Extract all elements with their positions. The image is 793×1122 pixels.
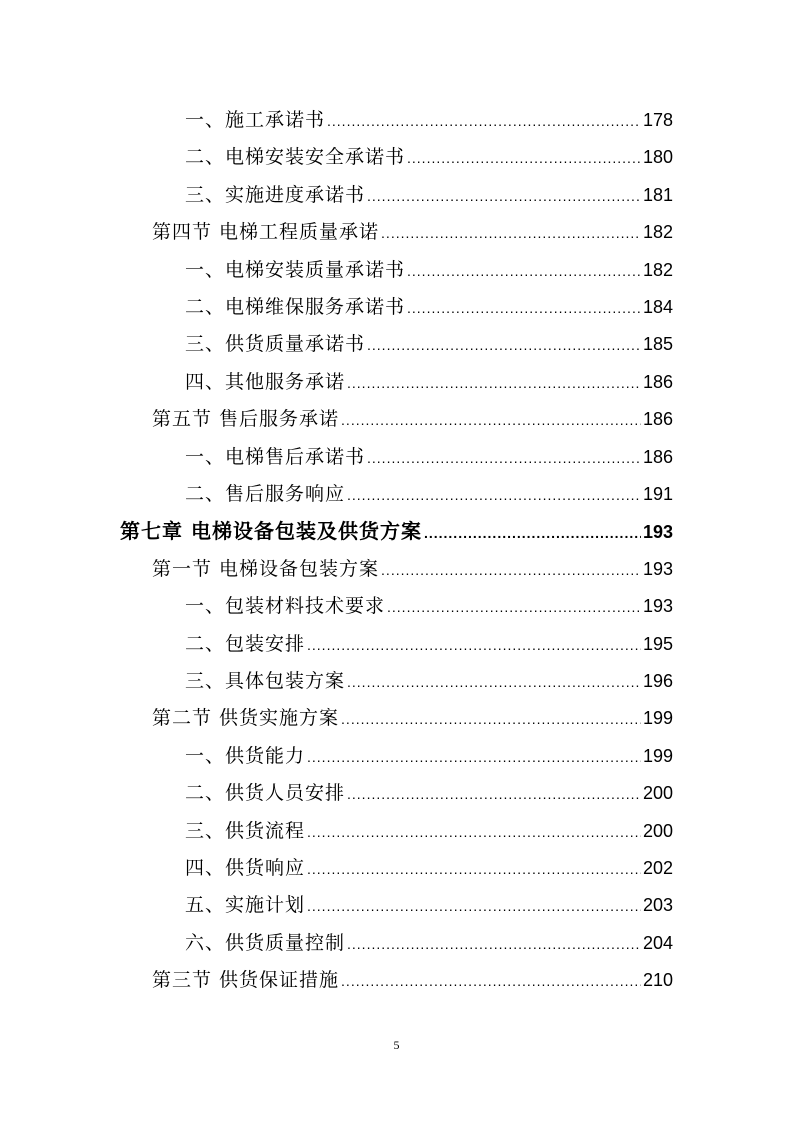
toc-entry-page: 184 [642,297,673,317]
toc-subsection-entry[interactable] [185,629,673,659]
toc-entry-page: 202 [642,858,673,878]
toc-subsection-entry[interactable] [185,367,673,397]
toc-entry-label: 五、实施计划 [185,894,306,917]
toc-leader-dots [307,891,641,921]
toc-section-entry[interactable] [152,404,673,434]
toc-section-entry[interactable] [152,217,673,247]
toc-entry-page: 200 [642,783,673,804]
toc-leader-dots [424,518,641,548]
toc-entry-label: 二、电梯安装安全承诺书 [185,146,406,169]
toc-subsection-entry[interactable] [185,255,673,285]
toc-subsection-entry[interactable] [185,666,673,696]
toc-entry-page: 182 [642,222,673,243]
toc-entry-label: 第三节 供货保证措施 [152,969,340,992]
toc-entry-label: 三、供货流程 [185,819,306,842]
toc-leader-dots [347,480,641,510]
toc-leader-dots [341,966,641,996]
toc-entry-label: 二、售后服务响应 [185,483,346,505]
toc-leader-dots [347,779,641,809]
toc-entry-page: 204 [642,932,673,953]
toc-leader-dots [307,742,641,772]
toc-subsection-entry[interactable] [185,479,673,509]
toc-entry-page: 180 [642,147,673,168]
toc-entry-page: 193 [642,522,673,543]
toc-leader-dots [307,630,641,660]
toc-entry-label: 一、电梯安装质量承诺书 [185,258,406,281]
toc-entry-label: 一、包装材料技术要求 [185,595,386,618]
toc-subsection-entry[interactable] [185,329,673,359]
toc-subsection-entry[interactable] [185,741,673,771]
toc-leader-dots [347,929,641,959]
toc-leader-dots [407,293,641,323]
toc-section-entry[interactable] [152,554,673,584]
toc-entry-page: 199 [642,745,673,766]
toc-entry-page: 185 [642,334,673,355]
toc-entry-page: 182 [642,259,673,280]
toc-entry-label: 二、包装安排 [185,632,306,655]
toc-entry-page: 178 [642,110,673,130]
toc-entry-page: 200 [642,820,673,841]
toc-entry-label: 第五节 售后服务承诺 [152,408,340,431]
toc-entry-label: 第一节 电梯设备包装方案 [152,557,380,580]
toc-section-entry[interactable] [152,703,673,733]
toc-entry-label: 三、供货质量承诺书 [185,333,366,356]
toc-subsection-entry[interactable] [185,180,673,210]
toc-leader-dots [367,330,641,360]
toc-entry-label: 六、供货质量控制 [185,931,346,954]
toc-entry-page: 193 [642,558,673,579]
toc-entry-label: 第七章 电梯设备包装及供货方案 [120,519,422,544]
toc-entry-label: 二、供货人员安排 [185,782,346,805]
toc-entry-page: 191 [642,484,673,504]
toc-leader-dots [347,368,641,398]
toc-entry-label: 四、供货响应 [185,857,306,879]
toc-leader-dots [381,555,641,585]
toc-subsection-entry[interactable] [185,591,673,621]
toc-leader-dots [341,704,641,734]
toc-leader-dots [347,667,641,697]
toc-entry-page: 181 [642,184,673,205]
toc-entry-page: 193 [642,596,673,617]
toc-chapter-entry[interactable] [120,516,673,546]
toc-subsection-entry[interactable] [185,292,673,322]
toc-leader-dots [407,143,641,173]
toc-entry-label: 一、供货能力 [185,744,306,767]
toc-entry-page: 186 [642,446,673,467]
toc-subsection-entry[interactable] [185,142,673,172]
toc-leader-dots [367,443,641,473]
toc-entry-page: 186 [642,371,673,392]
toc-leader-dots [367,181,641,211]
toc-section-entry[interactable] [152,965,673,995]
toc-leader-dots [307,817,641,847]
toc-entry-label: 三、具体包装方案 [185,670,346,692]
toc-subsection-entry[interactable] [185,853,673,883]
toc-entry-page: 196 [642,671,673,691]
toc-subsection-entry[interactable] [185,890,673,920]
toc-leader-dots [327,106,641,136]
toc-subsection-entry[interactable] [185,816,673,846]
toc-entry-label: 四、其他服务承诺 [185,370,346,393]
toc-entry-label: 三、实施进度承诺书 [185,183,366,206]
toc-entry-label: 第二节 供货实施方案 [152,707,340,730]
toc-entry-label: 一、电梯售后承诺书 [185,445,366,468]
toc-subsection-entry[interactable] [185,778,673,808]
toc-entry-label: 第四节 电梯工程质量承诺 [152,221,380,244]
page-number: 5 [393,1038,400,1052]
toc-entry-page: 210 [642,970,673,991]
toc-entry-label: 二、电梯维保服务承诺书 [185,296,406,318]
toc-leader-dots [307,854,641,884]
toc-subsection-entry[interactable] [185,105,673,135]
toc-entry-label: 一、施工承诺书 [185,109,326,131]
toc-entry-page: 186 [642,409,673,430]
toc-subsection-entry[interactable] [185,442,673,472]
toc-leader-dots [381,218,641,248]
toc-leader-dots [407,256,641,286]
toc-leader-dots [387,592,641,622]
toc-entry-page: 203 [642,895,673,916]
toc-entry-page: 199 [642,708,673,729]
toc-entry-page: 195 [642,633,673,654]
toc-leader-dots [341,405,641,435]
toc-subsection-entry[interactable] [185,928,673,958]
